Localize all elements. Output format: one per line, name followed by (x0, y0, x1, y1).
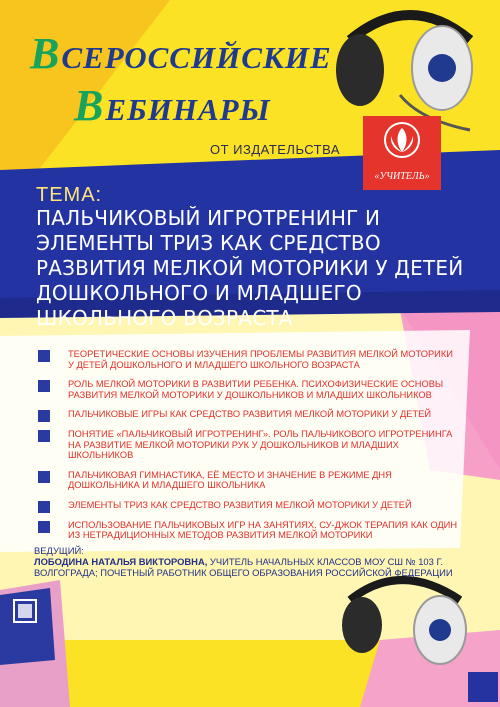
presenter-info (34, 556, 464, 578)
topic-text: ТЕОРЕТИЧЕСКИЕ ОСНОВЫ ИЗУЧЕНИЯ ПРОБЛЕМЫ РАЗВИТИЯ МЕЛКОЙ МОТОРИКИ У ДЕТЕЙ ДОШКОЛЬНОГО И МЛАДШЕГО ШКОЛЬНОГО ВОЗРАСТА (68, 349, 453, 370)
topic-text: ИСПОЛЬЗОВАНИЕ ПАЛЬЧИКОВЫХ ИГР НА ЗАНЯТИЯХ. СУ-ДЖОК ТЕРАПИЯ КАК ОДИН ИЗ НЕТРАДИЦИОННЫХ МЕТОДОВ РАЗВИТИЯ МЕЛКОЙ МОТОРИКИ (68, 519, 458, 541)
topic-text: ПАЛЬЧИКОВЫЕ ИГРЫ КАК СРЕДСТВО РАЗВИТИЯ МЕЛКОЙ МОТОРИКИ У ДЕТЕЙ (68, 409, 432, 420)
title-line-1 (30, 28, 332, 79)
publisher-logo-text: «УЧИТЕЛЬ» (374, 171, 430, 182)
list-item (38, 500, 458, 511)
presenter-block (34, 545, 464, 578)
publisher-logo-icon (363, 116, 441, 166)
bullet-square-icon (38, 430, 50, 442)
topics-list (38, 349, 458, 550)
publisher-prefix: ОТ ИЗДАТЕЛЬСТВА (210, 142, 341, 157)
presenter-label: ВЕДУЩИЙ: (34, 545, 84, 556)
topic-text: ПОНЯТИЕ «ПАЛЬЧИКОВЫЙ ИГРОТРЕНИНГ». РОЛЬ ПАЛЬЧИКОВОГО ИГРОТРЕНИНГА НА РАЗВИТИЕ МЕЛКОЙ МОТОРИКИ РУК У ДОШКОЛЬНИКОВ И МЛАДШИХ ШКОЛЬНИКОВ (68, 428, 453, 461)
publisher-logo (363, 116, 441, 190)
list-item (38, 429, 458, 461)
title-rest-1: СЕРОССИЙСКИЕ (61, 40, 332, 75)
theme-label: ТЕМА: (36, 184, 103, 206)
list-item (38, 520, 458, 541)
topic-text: ЭЛЕМЕНТЫ ТРИЗ КАК СРЕДСТВО РАЗВИТИЯ МЕЛКОЙ МОТОРИКИ У ДЕТЕЙ (68, 499, 412, 510)
title-initial-1: В (30, 29, 61, 78)
bullet-square-icon (38, 521, 50, 533)
presenter-name: ЛОБОДИНА НАТАЛЬЯ ВИКТОРОВНА, (34, 556, 208, 567)
title-line-2 (74, 80, 271, 131)
topic-text: ПАЛЬЧИКОВАЯ ГИМНАСТИКА, ЕЁ МЕСТО И ЗНАЧЕНИЕ В РЕЖИМЕ ДНЯ ДОШКОЛЬНИКА И МЛАДШЕГО ШКОЛЬНИКА (68, 469, 392, 491)
title-rest-2: ЕБИНАРЫ (105, 92, 271, 127)
bullet-square-icon (38, 350, 50, 362)
topic-text: РОЛЬ МЕЛКОЙ МОТОРИКИ В РАЗВИТИИ РЕБЕНКА. ПСИХОФИЗИЧЕСКИЕ ОСНОВЫ РАЗВИТИЯ МЕЛКОЙ МОТОРИКИ У ДОШКОЛЬНИКОВ И МЛАДШИХ ШКОЛЬНИКОВ (68, 379, 444, 400)
title-initial-2: В (74, 81, 105, 130)
bullet-square-icon (38, 471, 50, 483)
theme-title: ПАЛЬЧИКОВЫЙ ИГРОТРЕНИНГ И ЭЛЕМЕНТЫ ТРИЗ КАК СРЕДСТВО РАЗВИТИЯ МЕЛКОЙ МОТОРИКИ У ДЕТЕЙ ДОШКОЛЬНОГО И МЛАДШЕГО ШКОЛЬНОГО ВОЗРАСТА (36, 206, 464, 330)
list-item (38, 349, 458, 370)
bullet-square-icon (38, 410, 50, 422)
bullet-square-icon (38, 501, 50, 513)
list-item (38, 409, 458, 420)
bullet-square-icon (38, 380, 50, 392)
list-item (38, 379, 458, 400)
list-item (38, 470, 458, 491)
presenter-description: УЧИТЕЛЬ НАЧАЛЬНЫХ КЛАССОВ МОУ СШ № 103 Г. ВОЛГОГРАДА; ПОЧЕТНЫЙ РАБОТНИК ОБЩЕГО ОБРАЗОВАНИЯ РОССИЙСКОЙ ФЕДЕРАЦИИ (34, 556, 453, 578)
